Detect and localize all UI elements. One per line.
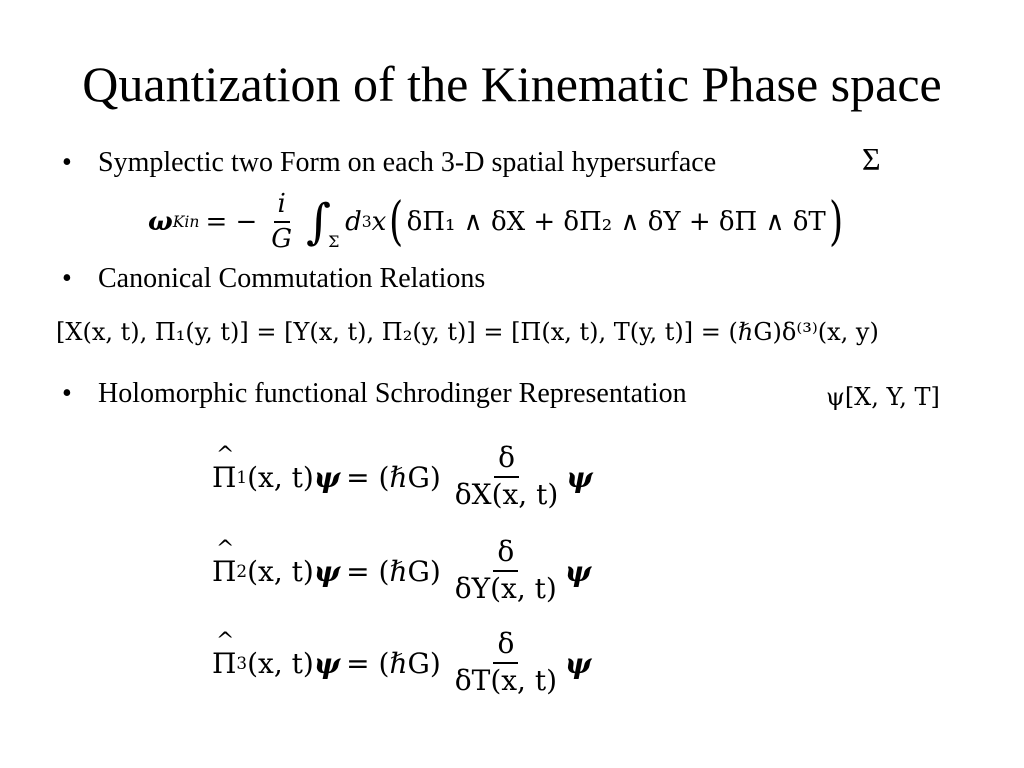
equals-hbar-g: = (ℏG): [346, 460, 441, 494]
pi-hat-operator: ^ Π: [212, 647, 236, 680]
bullet-text: Canonical Commutation Relations: [98, 263, 486, 294]
functional-derivative: [451, 537, 561, 605]
integral-sign: ∫ Σ: [306, 194, 340, 251]
wavefunction-symbol: ψ[X, Y, T]: [826, 383, 940, 411]
bullet-schrodinger: [62, 377, 687, 411]
bullet-commutation: [62, 262, 485, 296]
derivative-numerator: δ: [494, 443, 519, 478]
bullet-text: Symplectic two Form on each 3-D spatial hypersurface: [98, 147, 717, 178]
equals-hbar-g: = (ℏG): [346, 646, 441, 680]
equals-hbar-g: = (ℏG): [346, 554, 441, 588]
omega-symbol: ω: [148, 207, 173, 237]
momentum-equation-1: [212, 432, 593, 522]
psi-symbol: ψ: [566, 460, 593, 494]
measure-d: d: [345, 207, 362, 237]
omega-integrand: δΠ₁ ∧ δX + δΠ₂ ∧ δY + δΠ ∧ δT: [406, 207, 826, 237]
operator-args: (x, t): [247, 554, 314, 588]
bullet-marker: •: [62, 378, 72, 409]
operator-subscript: 2: [236, 561, 248, 581]
pi-hat-operator: ^ Π: [212, 555, 236, 588]
bullet-symplectic: [62, 146, 716, 180]
functional-derivative: [451, 629, 561, 697]
psi-symbol: ψ: [313, 554, 341, 588]
omega-equals: = −: [205, 207, 258, 237]
operator-subscript: 3: [236, 653, 248, 673]
derivative-numerator: δ: [493, 629, 518, 664]
derivative-denominator: δX(x, t): [454, 478, 559, 511]
functional-derivative: [451, 443, 562, 511]
psi-symbol: ψ: [565, 646, 592, 680]
pi-hat-operator: ^ Π: [212, 461, 236, 494]
left-paren: (: [389, 192, 404, 252]
measure-exponent: 3: [361, 213, 372, 231]
derivative-numerator: δ: [493, 537, 518, 572]
derivative-denominator: δT(x, t): [454, 664, 558, 697]
derivative-denominator: δY(x, t): [454, 572, 557, 605]
symplectic-form-equation: [148, 186, 846, 258]
commutation-relations-equation: [X(x, t), Π₁(y, t)] = [Y(x, t), Π₂(y, t)] = [Π(x, t), T(y, t)] = (ℏG)δ⁽³⁾(x, y): [56, 318, 879, 346]
momentum-equation-3: [212, 618, 591, 708]
omega-subscript: Kin: [172, 213, 200, 231]
psi-symbol: ψ: [313, 460, 341, 494]
operator-args: (x, t): [247, 460, 314, 494]
fraction-denominator: G: [271, 224, 293, 254]
omega-fraction: [267, 190, 296, 253]
operator-args: (x, t): [247, 646, 314, 680]
measure-var: x: [371, 207, 387, 237]
bullet-marker: •: [62, 147, 72, 178]
psi-symbol: ψ: [564, 554, 592, 588]
integral-domain: Σ: [328, 232, 340, 251]
operator-subscript: 1: [236, 467, 248, 487]
bullet-marker: •: [62, 263, 72, 294]
slide-title: Quantization of the Kinematic Phase space: [82, 56, 942, 112]
momentum-equation-2: [212, 526, 591, 616]
sigma-symbol: Σ: [862, 141, 881, 177]
bullet-text: Holomorphic functional Schrodinger Representation: [98, 378, 687, 409]
psi-symbol: ψ: [313, 646, 341, 680]
fraction-numerator: i: [277, 189, 286, 220]
right-paren: ): [828, 192, 844, 252]
